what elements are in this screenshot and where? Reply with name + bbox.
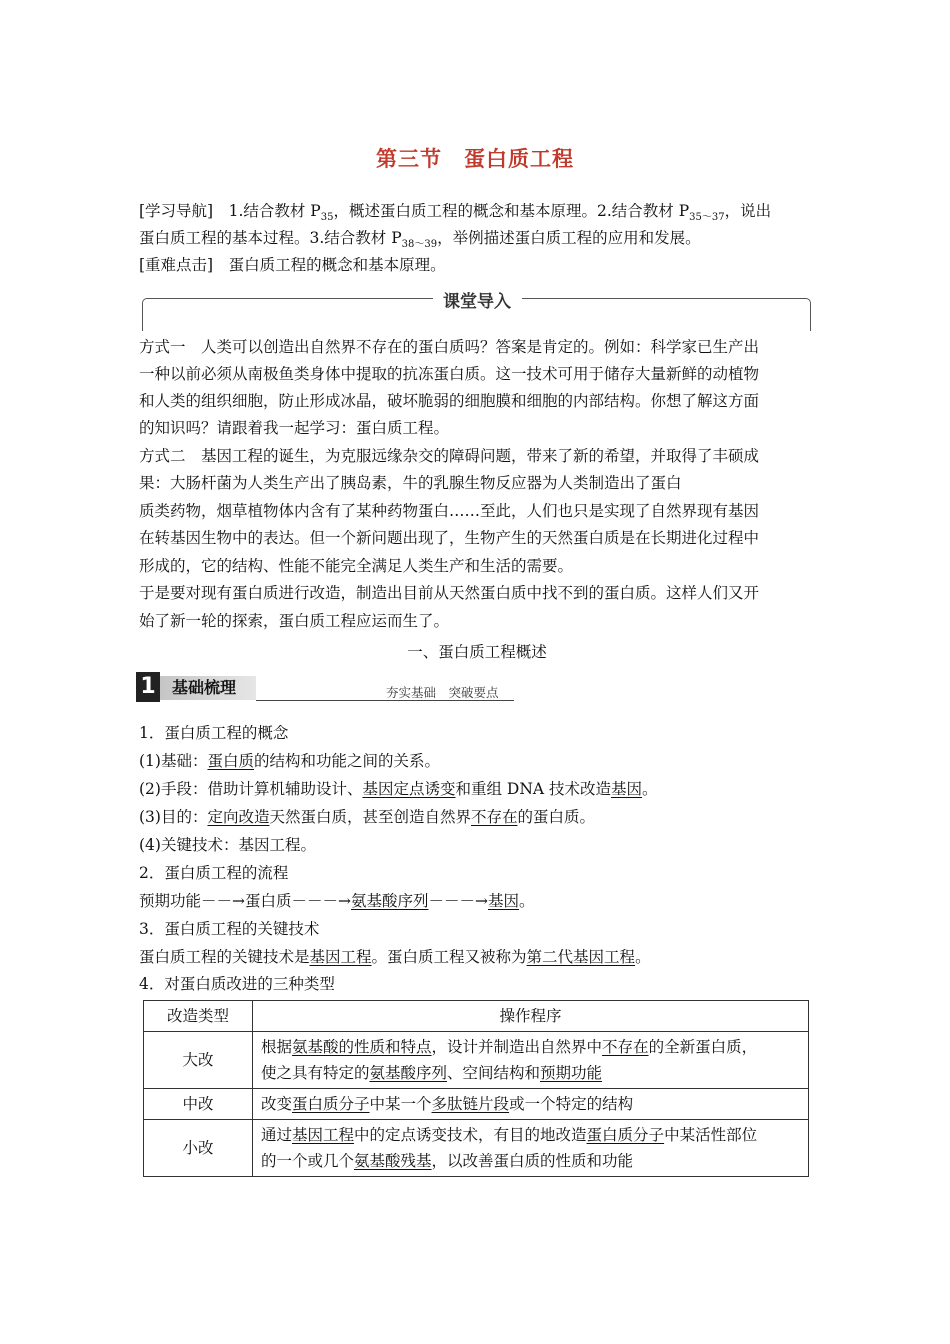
badge-number: 1 — [136, 672, 160, 702]
table-header-type: 改造类型 — [144, 1001, 253, 1032]
badge-label: 基础梳理 — [172, 678, 237, 697]
intro-p2-line: 在转基因生物中的表达。但一个新问题出现了，生物产生的天然蛋白质是在长期进化过程中 — [139, 529, 760, 547]
improvement-types-table — [143, 1000, 809, 1177]
page-title: 第三节 蛋白质工程 — [376, 147, 574, 171]
flow-heading: 2．蛋白质工程的流程 — [139, 864, 289, 882]
nav-line-1: [学习导航] 1.结合教材 $P_{35}$，概述蛋白质工程的概念和基本原理。2.结合教材 $P_{35\sim 37}$，说出 — [139, 202, 772, 224]
intro-p2-line: 形成的，它的结构、性能不能完全满足人类生产和生活的需要。 — [139, 557, 574, 575]
badge-divider — [256, 700, 514, 701]
key-tech-text: 蛋白质工程的关键技术是基因工程。蛋白质工程又被称为第二代基因工程。 — [139, 948, 651, 966]
table-header-row — [144, 1001, 809, 1032]
focus-line: [重难点击] 蛋白质工程的概念和基本原理。 — [139, 256, 446, 274]
nav-line-2: 蛋白质工程的基本过程。3.结合教材 $P_{38\sim 39}$，举例描述蛋白质工程的应用和发展。 — [139, 229, 701, 251]
banner-frame-left — [142, 298, 433, 331]
table-row — [144, 1032, 809, 1089]
key-tech-heading: 3．蛋白质工程的关键技术 — [139, 920, 320, 938]
procedure-cell: 通过基因工程中的定点诱变技术，有目的地改造蛋白质分子中某活性部位 的一个或几个氨基酸残基，以改善蛋白质的性质和功能 — [253, 1120, 809, 1177]
types-heading: 4．对蛋白质改进的三种类型 — [139, 975, 335, 993]
type-cell: 大改 — [144, 1032, 253, 1089]
intro-p2-line: 果：大肠杆菌为人类生产出了胰岛素，牛的乳腺生物反应器为人类制造出了蛋白 — [139, 474, 682, 492]
table-header-procedure: 操作程序 — [253, 1001, 809, 1032]
concept-goal: (3)目的：定向改造天然蛋白质，甚至创造自然界不存在的蛋白质。 — [139, 808, 596, 826]
table-row — [144, 1089, 809, 1120]
procedure-cell: 根据氨基酸的性质和特点，设计并制造出自然界中不存在的全新蛋白质， 使之具有特定的氨基酸序列、空间结构和预期功能 — [253, 1032, 809, 1089]
flow-line: 预期功能－－→蛋白质－－－→氨基酸序列－－－→基因。 — [139, 892, 535, 910]
intro-p2-line: 于是要对现有蛋白质进行改造，制造出目前从天然蛋白质中找不到的蛋白质。这样人们又开 — [139, 584, 760, 602]
type-cell: 小改 — [144, 1120, 253, 1177]
type-cell: 中改 — [144, 1089, 253, 1120]
concept-basis: (1)基础：蛋白质的结构和功能之间的关系。 — [139, 752, 440, 770]
concept-heading: 1．蛋白质工程的概念 — [139, 724, 289, 742]
intro-p1-line: 方式一 人类可以创造出自然界不存在的蛋白质吗？答案是肯定的。例如：科学家已生产出 — [139, 338, 760, 356]
intro-p1-line: 和人类的组织细胞，防止形成冰晶，破坏脆弱的细胞膜和细胞的内部结构。你想了解这方面 — [139, 392, 760, 410]
concept-means: (2)手段：借助计算机辅助设计、基因定点诱变和重组 DNA 技术改造基因。 — [139, 780, 658, 798]
intro-p2-line: 始了新一轮的探索，蛋白质工程应运而生了。 — [139, 612, 450, 630]
intro-p1-line: 的知识吗？请跟着我一起学习：蛋白质工程。 — [139, 419, 450, 437]
section-subheading: 一、蛋白质工程概述 — [407, 643, 547, 661]
intro-p1-line: 一种以前必须从南极鱼类身体中提取的抗冻蛋白质。这一技术可用于储存大量新鲜的动植物 — [139, 365, 760, 383]
procedure-cell: 改变蛋白质分子中某一个多肽链片段或一个特定的结构 — [253, 1089, 809, 1120]
intro-p2-line: 方式二 基因工程的诞生，为克服远缘杂交的障碍问题，带来了新的希望，并取得了丰硕成 — [139, 447, 760, 465]
concept-key: (4)关键技术：基因工程。 — [139, 836, 316, 854]
banner-frame-right — [522, 298, 811, 331]
table-row — [144, 1120, 809, 1177]
intro-p2-line: 质类药物，烟草植物体内含有了某种药物蛋白……至此，人们也只是实现了自然界现有基因 — [139, 502, 760, 520]
badge-subtitle: 夯实基础 突破要点 — [386, 685, 499, 700]
section-banner-title: 课堂导入 — [443, 292, 511, 312]
